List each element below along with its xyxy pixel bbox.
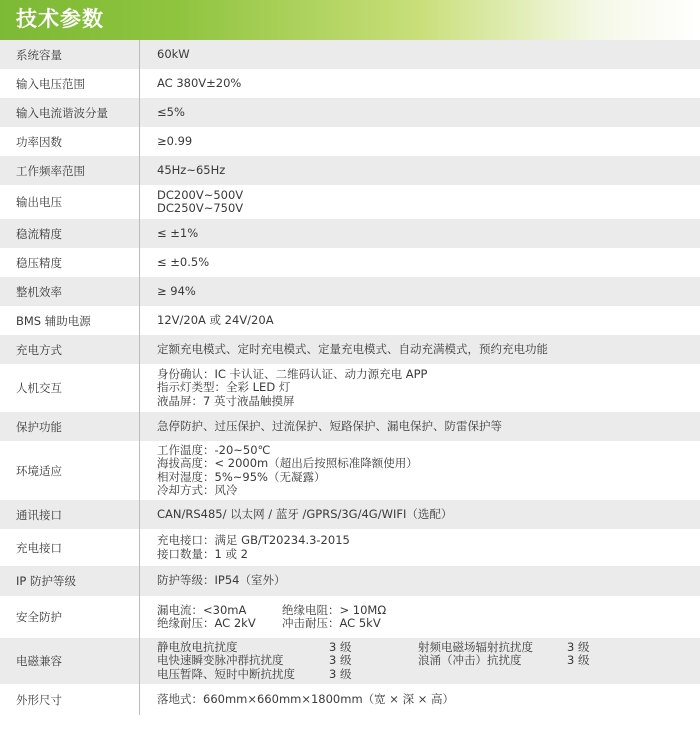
spec-row (0, 277, 700, 306)
spec-value-pair (157, 617, 700, 631)
spec-value-line: 充电接口：满足 GB/T20234.3-2015 (157, 533, 350, 547)
spec-value-line: 12V/20A 或 24V/20A (157, 312, 274, 327)
spec-value-line: 定额充电模式、定时充电模式、定量充电模式、自动充满模式，预约充电功能 (157, 341, 548, 356)
section-header (0, 0, 700, 40)
spec-value-line: 落地式：660mm×660mm×1800mm（宽 × 深 × 高） (157, 691, 455, 706)
spec-value (140, 529, 700, 566)
spec-label: 人机交互 (0, 364, 140, 412)
emc-test-name (418, 668, 567, 682)
spec-label: 保护功能 (0, 412, 140, 441)
spec-value-line: DC200V~500V (157, 187, 244, 202)
spec-value (140, 335, 700, 364)
emc-level (567, 668, 607, 682)
spec-row (0, 529, 700, 566)
spec-row (0, 219, 700, 248)
spec-label: 系统容量 (0, 40, 140, 69)
spec-value (140, 219, 700, 248)
section-title: 技术参数 (16, 7, 104, 31)
spec-value-line: 防护等级：IP54（室外） (157, 573, 286, 588)
emc-level: 3 级 (329, 666, 352, 681)
spec-table (0, 40, 700, 715)
spec-value-line: 60kW (157, 46, 190, 61)
spec-value-line: 相对湿度：5%~95%（无凝露） (157, 469, 326, 484)
spec-row (0, 684, 700, 715)
spec-value (140, 566, 700, 596)
spec-value (140, 277, 700, 306)
spec-row (0, 412, 700, 441)
spec-label: 充电接口 (0, 529, 140, 566)
spec-value-line: ≥ 94% (157, 283, 196, 298)
spec-value (140, 40, 700, 69)
spec-row (0, 306, 700, 335)
spec-value-line: 指示灯类型：全彩 LED 灯 (157, 380, 291, 395)
emc-test-name: 射频电磁场辐射抗扰度 (418, 639, 533, 654)
spec-value-line: CAN/RS485/ 以太网 / 蓝牙 /GPRS/3G/4G/WIFI（选配） (157, 506, 453, 521)
spec-label: IP 防护等级 (0, 566, 140, 596)
spec-value (140, 98, 700, 127)
spec-value-line: 冷却方式：风冷 (157, 483, 238, 497)
spec-value-line: ≤5% (157, 104, 185, 119)
spec-value-item: 绝缘耐压：AC 2kV (157, 616, 256, 630)
spec-value-line: DC250V~750V (157, 201, 244, 215)
spec-row (0, 500, 700, 529)
spec-row (0, 127, 700, 156)
spec-value-line: 身份确认：IC 卡认证、二维码认证、动力源充电 APP (157, 366, 428, 381)
spec-label: 输出电压 (0, 185, 140, 219)
spec-row (0, 335, 700, 364)
spec-value (140, 441, 700, 500)
spec-value-line: ≥0.99 (157, 133, 193, 148)
spec-value (140, 185, 700, 219)
spec-value (140, 127, 700, 156)
spec-label: BMS 辅助电源 (0, 306, 140, 335)
spec-row (0, 69, 700, 98)
emc-grid (157, 641, 700, 682)
emc-level: 3 级 (567, 653, 590, 668)
emc-level: 3 级 (329, 639, 352, 654)
spec-value (140, 684, 700, 715)
spec-value-item: 冲击耐压：AC 5kV (282, 616, 381, 630)
spec-row (0, 40, 700, 69)
spec-row (0, 638, 700, 684)
spec-label: 外形尺寸 (0, 684, 140, 715)
spec-value-item: 绝缘电阻：> 10MΩ (282, 602, 387, 617)
spec-value-line: 接口数量：1 或 2 (157, 546, 248, 561)
spec-row (0, 185, 700, 219)
spec-value-line: ≤ ±1% (157, 225, 199, 240)
spec-label: 充电方式 (0, 335, 140, 364)
emc-test-name: 电快速瞬变脉冲群抗扰度 (157, 653, 284, 668)
spec-row (0, 441, 700, 500)
spec-row (0, 566, 700, 596)
spec-value-pair (157, 604, 700, 618)
spec-value (140, 69, 700, 98)
spec-value-line: 液晶屏：7 英寸液晶触摸屏 (157, 393, 295, 408)
spec-row (0, 364, 700, 412)
spec-value-line: 工作温度：-20~50℃ (157, 442, 271, 457)
spec-label: 电磁兼容 (0, 638, 140, 684)
spec-value-line: 急停防护、过压保护、过流保护、短路保护、漏电保护、防雷保护等 (157, 418, 502, 433)
spec-value (140, 248, 700, 277)
spec-value (140, 364, 700, 412)
spec-value-line: 海拔高度：< 2000m（超出后按照标准降额使用） (157, 456, 418, 470)
spec-label: 通讯接口 (0, 500, 140, 529)
emc-level: 3 级 (567, 639, 590, 654)
spec-row (0, 248, 700, 277)
spec-label: 功率因数 (0, 127, 140, 156)
spec-value-line: ≤ ±0.5% (157, 254, 210, 269)
spec-label: 环境适应 (0, 441, 140, 500)
spec-label: 稳压精度 (0, 248, 140, 277)
spec-value (140, 638, 700, 684)
spec-row (0, 596, 700, 638)
spec-value (140, 500, 700, 529)
emc-level: 3 级 (329, 653, 352, 668)
spec-label: 工作频率范围 (0, 156, 140, 185)
spec-label: 安全防护 (0, 596, 140, 638)
spec-label: 整机效率 (0, 277, 140, 306)
spec-row (0, 98, 700, 127)
spec-value (140, 306, 700, 335)
spec-row (0, 156, 700, 185)
spec-value-line: 45Hz~65Hz (157, 162, 226, 177)
spec-value-item: 漏电流：<30mA (157, 602, 247, 617)
spec-value (140, 412, 700, 441)
emc-test-name: 静电放电抗扰度 (157, 639, 238, 654)
spec-value (140, 596, 700, 638)
spec-label: 稳流精度 (0, 219, 140, 248)
emc-test-name: 浪涌（冲击）抗扰度 (418, 653, 522, 668)
spec-label: 输入电压范围 (0, 69, 140, 98)
spec-value (140, 156, 700, 185)
spec-value-line: AC 380V±20% (157, 75, 242, 90)
spec-label: 输入电流谐波分量 (0, 98, 140, 127)
emc-test-name: 电压暂降、短时中断抗扰度 (157, 666, 295, 681)
